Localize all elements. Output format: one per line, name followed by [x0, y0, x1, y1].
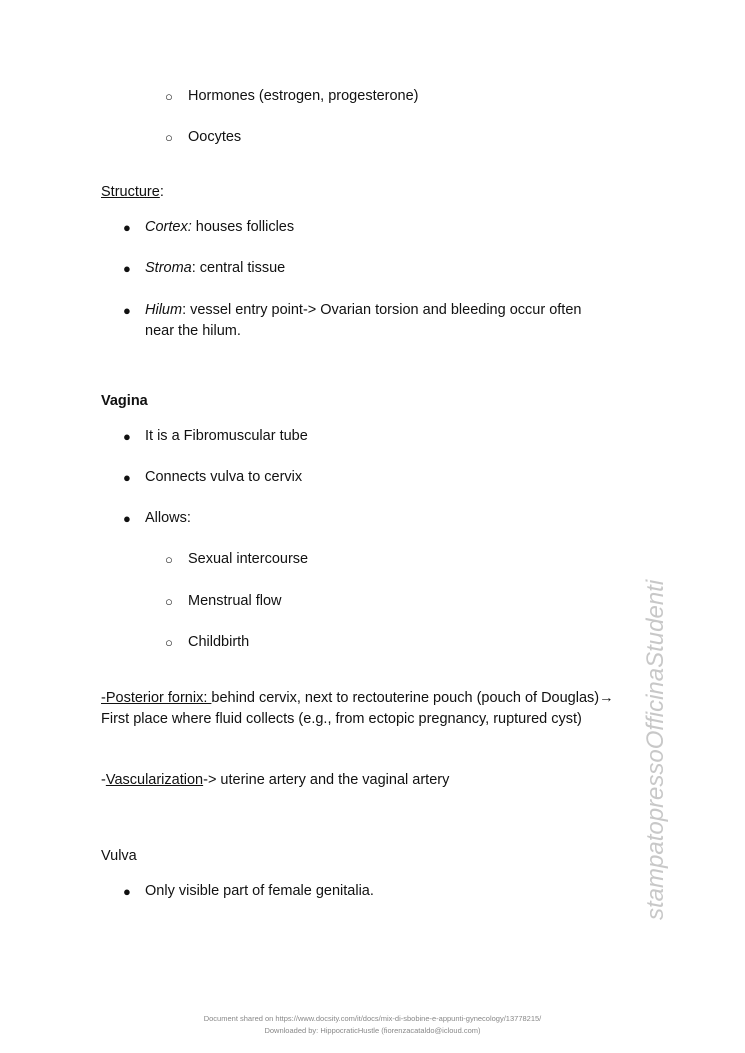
list-item: Childbirth [188, 634, 250, 650]
list-item: Allows: [145, 510, 191, 526]
prefix: - [101, 772, 106, 788]
watermark: stampatopressoOfficinaStudenti [642, 579, 669, 920]
footer-shared-line: Document shared on https://www.docsity.com/it/docs/mix-di-sbobine-e-appunti-gynecology/13778215/ [203, 1014, 542, 1023]
vascularization-paragraph [101, 770, 449, 791]
list-item: Connects vulva to cervix [145, 469, 303, 485]
bullet-marker: ● [123, 470, 131, 485]
list-item [145, 217, 294, 238]
footer-downloaded-line: Downloaded by: HippocraticHustle (fiorenzacataldo@icloud.com) [264, 1026, 481, 1035]
term: -Posterior fornix: [101, 690, 212, 706]
vagina-heading: Vagina [101, 393, 148, 409]
bullet-marker: ● [123, 884, 131, 899]
definition: houses follicles [191, 219, 295, 235]
list-item [145, 258, 285, 279]
bullet-marker: ● [123, 261, 131, 276]
bullet-marker: ● [123, 303, 131, 318]
bullet-marker: ● [123, 429, 131, 444]
list-item: Sexual intercourse [188, 551, 309, 567]
bullet-marker: ● [123, 511, 131, 526]
list-item: Menstrual flow [188, 593, 282, 609]
colon: : [159, 184, 164, 200]
heading-text: Structure [101, 184, 160, 200]
list-item: Only visible part of female genitalia. [145, 883, 374, 899]
list-item: Oocytes [188, 129, 242, 145]
sub-bullet-marker: ○ [165, 89, 173, 104]
term: Vascularization [105, 772, 204, 788]
term: Stroma [145, 260, 192, 276]
definition: : vessel entry point-> Ovarian torsion and bleeding occur often [182, 302, 582, 318]
list-item: Hormones (estrogen, progesterone) [188, 88, 419, 104]
sub-bullet-marker: ○ [165, 594, 173, 609]
posterior-fornix-paragraph [101, 688, 616, 730]
list-item-continuation: near the hilum. [145, 323, 241, 339]
definition: -> uterine artery and the vaginal artery [203, 772, 450, 788]
list-item: It is a Fibromuscular tube [145, 428, 308, 444]
vulva-heading: Vulva [101, 848, 137, 864]
sub-bullet-marker: ○ [165, 130, 173, 145]
term: Hilum [145, 302, 183, 318]
term: Cortex: [145, 219, 192, 235]
sub-bullet-marker: ○ [165, 635, 173, 650]
definition: behind cervix, next to rectouterine pouch (pouch of Douglas)→ First place where fluid collects (e.g., from ectopic pregnancy, ruptured cyst) [101, 690, 614, 727]
list-item [145, 300, 581, 321]
bullet-marker: ● [123, 220, 131, 235]
structure-heading [101, 182, 164, 203]
definition: : central tissue [191, 260, 286, 276]
sub-bullet-marker: ○ [165, 552, 173, 567]
